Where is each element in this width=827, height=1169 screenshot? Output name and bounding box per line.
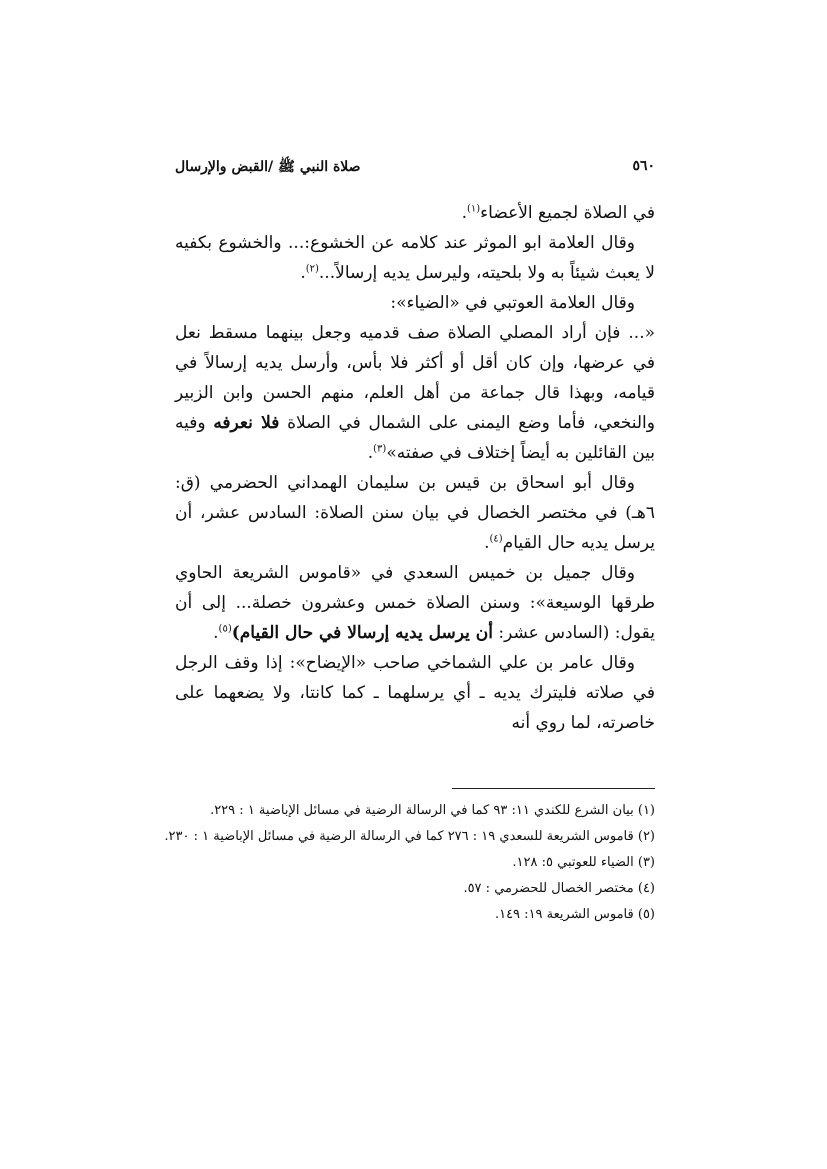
paragraph-5: وقال أبو اسحاق بن قيس بن سليمان الهمداني الحضرمي (ق: ٦هـ) في مختصر الخصال في بيان سنن الصلاة: السادس عشر، أن يرسل يديه حال القيام$^{(٤)}$.: [175, 473, 655, 553]
bold-phrase: فلا نعرفه: [213, 413, 280, 433]
paragraph-2: وقال العلامة ابو الموثر عند كلامه عن الخشوع:... والخشوع بكفيه لا يعبث شيئاً به ولا بلحيته، وليرسل يديه إرسالاً...$^{(٢)}$.: [175, 233, 655, 283]
footnote-ref-4: (٤): [489, 533, 503, 545]
footnote-ref-1: (١): [466, 203, 481, 215]
footnote-ref-2: (٢): [305, 263, 319, 275]
footnotes: [164, 798, 655, 928]
footnote-item: (٣) الضياء للعوتبي ٥: ١٢٨.: [512, 855, 655, 870]
footnote-item: (٥) قاموس الشريعة ١٩: ١٤٩.: [494, 907, 655, 922]
paragraph-4-quote: «... فإن أراد المصلي الصلاة صف قدميه وجعل بينهما مسقط نعل في عرضها، وإن كان أقل أو أكثر فلا بأس، وأرسل يديه إرسالاً في قيامه، وبهذا قال جماعة من أهل العلم، منهم الحسن وابن الزبير والنخعي، فأما وضع اليمنى على الشمال في الصلاة فلا نعرفه وفيه بين القائلين به أيضاً إختلاف في صفته»$^{(٣)}$.: [175, 323, 655, 463]
paragraph-7: وقال عامر بن علي الشماخي صاحب «الإيضاح»: إذا وقف الرجل في صلاته فليترك يديه ـ أي يرسلهما ـ كما كانتا، ولا يضعهما على خاصرته، لما روي أنه: [175, 653, 655, 733]
bold-phrase: أن يرسل يديه إرسالا في حال القيام: [239, 623, 493, 643]
paragraph-1: في الصلاة لجميع الأعضاء$^{(١)}$.: [461, 203, 655, 223]
page-number: ٥٦٠: [632, 158, 655, 174]
page-header: [175, 158, 655, 184]
running-title: صلاة النبي ﷺ /القبض والإرسال: [175, 159, 361, 175]
paragraph-6: وقال جميل بن خميس السعدي في «قاموس الشريعة الحاوي طرقها الوسيعة»: وسنن الصلاة خمس وعشرون خصلة... إلى أن يقول: (السادس عشر: أن يرسل يديه إرسالا في حال القيام)$^{(٥)}$.: [175, 563, 655, 643]
footnote-item: (١) بيان الشرع للكندي ١١: ٩٣ كما في الرسالة الرضية في مسائل الإباضية ١ : ٢٢٩.: [210, 803, 655, 818]
footnote-ref-5: (٥): [218, 623, 232, 635]
footnote-divider: [452, 788, 655, 789]
footnote-ref-3: (٣): [373, 443, 387, 455]
paragraph-3: وقال العلامة العوتبي في «الضياء»:: [390, 293, 635, 313]
footnote-item: (٤) مختصر الخصال للحضرمي : ٥٧.: [463, 881, 655, 896]
main-text: [175, 198, 655, 738]
footnote-item: (٢) قاموس الشريعة للسعدي ١٩ : ٢٧٦ كما في الرسالة الرضية في مسائل الإباضية ١ : ٢٣٠.: [164, 829, 655, 844]
